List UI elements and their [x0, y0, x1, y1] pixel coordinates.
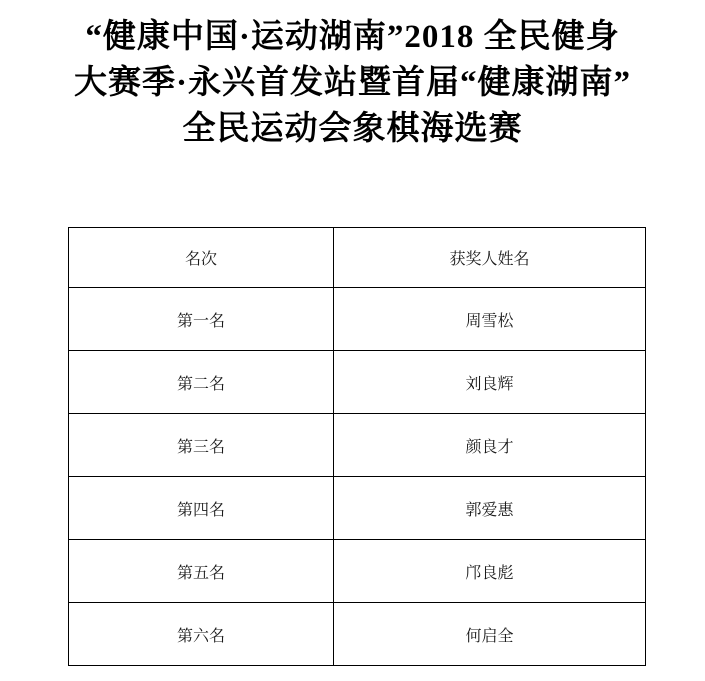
- rank-column-header: 名次: [69, 228, 334, 288]
- rank-cell: 第二名: [69, 351, 334, 414]
- rank-cell: 第六名: [69, 603, 334, 666]
- title-line-1: “健康中国·运动湖南”2018 全民健身: [85, 19, 620, 55]
- winner-name-cell: 刘良辉: [334, 351, 646, 414]
- title-line-2: 大赛季·永兴首发站暨首届“健康湖南”: [73, 65, 631, 101]
- winner-name-cell: 周雪松: [334, 288, 646, 351]
- rank-cell: 第三名: [69, 414, 334, 477]
- table-row: [69, 603, 646, 666]
- winner-name-cell: 邝良彪: [334, 540, 646, 603]
- rank-cell: 第四名: [69, 477, 334, 540]
- table-row: [69, 414, 646, 477]
- rank-cell: 第五名: [69, 540, 334, 603]
- winners-table: [68, 227, 646, 666]
- table-row: [69, 540, 646, 603]
- winner-name-cell: 郭爱惠: [334, 477, 646, 540]
- table-row: [69, 351, 646, 414]
- winner-name-cell: 颜良才: [334, 414, 646, 477]
- winner-name-column-header: 获奖人姓名: [334, 228, 646, 288]
- table-row: [69, 288, 646, 351]
- winner-name-cell: 何启全: [334, 603, 646, 666]
- page-title: [0, 14, 705, 152]
- table-row: [69, 477, 646, 540]
- table-header-row: [69, 228, 646, 288]
- title-line-3: 全民运动会象棋海选赛: [182, 111, 523, 147]
- rank-cell: 第一名: [69, 288, 334, 351]
